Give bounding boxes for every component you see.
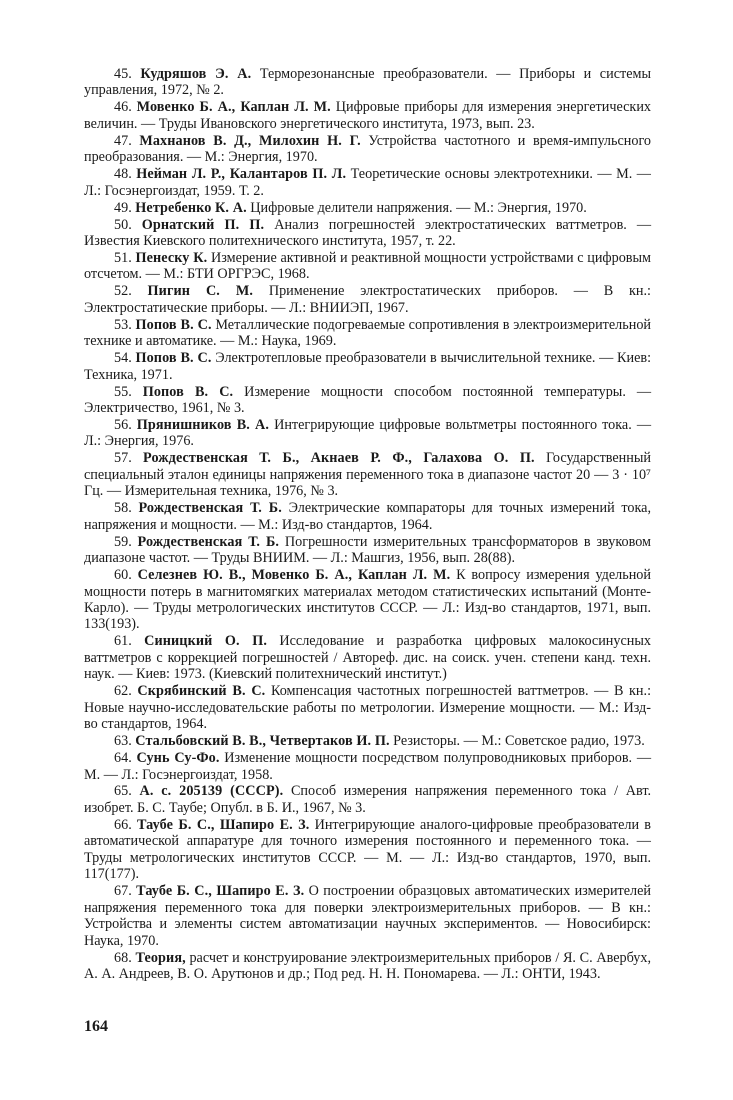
reference-authors: Скрябинский В. С. <box>137 683 266 700</box>
reference-text: Измерение мощности способом постоянной температуры. — Электричество, 1961, № 3. <box>84 383 652 417</box>
reference-item <box>84 683 651 732</box>
reference-number: 58. <box>114 500 132 517</box>
reference-number: 56. <box>114 417 132 434</box>
reference-authors: А. с. 205139 (СССР). <box>139 783 284 800</box>
reference-text: Интегрирующие аналого-цифровые преобразователи в автоматической аппаратуре для точного измерения постоянного и переменного тока. — Труды метрологических институтов СССР. — М. — Л.: Изд-во стандартов, 1970, вып. 117(177). <box>84 816 651 883</box>
reference-number: 55. <box>114 383 132 400</box>
reference-authors: Мовенко Б. А., Каплан Л. М. <box>136 99 331 116</box>
reference-item <box>84 317 651 350</box>
reference-number: 63. <box>114 733 132 750</box>
reference-item <box>84 500 651 533</box>
reference-authors: Пенеску К. <box>135 249 208 266</box>
reference-item <box>84 217 651 250</box>
reference-list <box>84 66 651 982</box>
reference-authors: Попов В. С. <box>135 316 212 333</box>
reference-authors: Нейман Л. Р., Калантаров П. Л. <box>136 166 347 183</box>
reference-authors: Рождественская Т. Б., Акнаев Р. Ф., Галахова О. П. <box>143 450 535 467</box>
reference-number: 61. <box>114 633 132 650</box>
reference-text: Измерение активной и реактивной мощности устройствами с цифровым отсчетом. — М.: БТИ ОРГРЭС, 1968. <box>84 249 652 283</box>
reference-number: 65. <box>114 783 132 800</box>
reference-text: Способ измерения напряжения переменного тока / Авт. изобрет. Б. С. Таубе; Опубл. в Б. И., 1967, № 3. <box>84 783 652 816</box>
reference-text: Электротепловые преобразователи в вычислительной технике. — Киев: Техника, 1971. <box>84 350 652 383</box>
reference-authors: Селезнев Ю. В., Мовенко Б. А., Каплан Л. М. <box>137 567 451 584</box>
reference-item <box>84 200 651 216</box>
reference-number: 49. <box>114 199 132 216</box>
reference-number: 53. <box>114 316 132 333</box>
reference-text: Исследование и разработка цифровых малокосинусных ваттметров с коррекцией погрешностей / Автореф. дис. на соиск. учен. степени канд. техн. наук. — Киев: 1973. (Киевский политехнический институт.) <box>84 633 651 683</box>
reference-authors: Рождественская Т. Б. <box>138 500 282 517</box>
reference-item <box>84 950 651 983</box>
reference-number: 50. <box>114 216 132 233</box>
reference-authors: Прянишников В. А. <box>136 417 270 434</box>
reference-number: 68. <box>114 949 132 966</box>
reference-number: 51. <box>114 249 132 266</box>
reference-text: Теоретические основы электротехники. — М. — Л.: Госэнергоиздат, 1959. Т. 2. <box>84 166 651 199</box>
reference-number: 59. <box>114 533 132 550</box>
reference-text: Металлические подогреваемые сопротивления в электроизмерительной технике и автоматике. — М.: Наука, 1969. <box>84 316 652 350</box>
reference-text: Устройства частотного и время-импульсного преобразования. — М.: Энергия, 1970. <box>84 132 652 166</box>
reference-item <box>84 450 651 499</box>
reference-authors: Попов В. С. <box>142 383 234 400</box>
reference-number: 66. <box>114 816 132 833</box>
reference-authors: Пигин С. М. <box>147 283 254 300</box>
reference-number: 45. <box>114 66 132 82</box>
reference-number: 57. <box>114 450 132 467</box>
reference-authors: Сунь Су-Фо. <box>136 750 220 767</box>
reference-text: Изменение мощности посредством полупроводниковых приборов. — М. — Л.: Госэнергоиздат, 1958. <box>84 750 652 783</box>
reference-authors: Орнатский П. П. <box>141 216 265 233</box>
reference-authors: Рождественская Т. Б. <box>137 533 280 550</box>
reference-number: 60. <box>114 567 132 584</box>
reference-item <box>84 384 651 417</box>
reference-authors: Теория, <box>135 949 186 966</box>
reference-item <box>84 633 651 682</box>
reference-text: К вопросу измерения удельной мощности потерь в магнитомягких материалах методом статистических испытаний (Монте-Карло). — Труды метрологических институтов СССР. — Л.: Изд-во стандартов, 1971, вып. 133(193). <box>84 567 651 633</box>
reference-text: Цифровые делители напряжения. — М.: Энергия, 1970. <box>250 199 587 216</box>
reference-item <box>84 250 651 283</box>
reference-item <box>84 283 651 316</box>
reference-text: Применение электростатических приборов. — В кн.: Электростатические приборы. — Л.: ВНИИЭП, 1967. <box>84 283 651 316</box>
reference-item <box>84 750 651 783</box>
reference-text: Погрешности измерительных трансформаторов в звуковом диапазоне частот. — Труды ВНИИМ. — Л.: Машгиз, 1956, вып. 28(88). <box>84 533 652 567</box>
reference-text: Компенсация частотных погрешностей ваттметров. — В кн.: Новые научно-исследовательские работы по метрологии. Измерение мощности. — М.: Изд-во стандартов, 1964. <box>84 683 652 733</box>
reference-authors: Махнанов В. Д., Милохин Н. Г. <box>139 132 361 149</box>
reference-item <box>84 567 651 633</box>
reference-number: 62. <box>114 683 132 700</box>
reference-number: 46. <box>114 99 132 116</box>
reference-item <box>84 534 651 567</box>
reference-text: О построении образцовых автоматических измерителей напряжения переменного тока для поверки электроизмерительных приборов. — В кн.: Устройства и элементы систем автоматизации научных экспериментов. — Новосибирск: Наука, 1970. <box>84 883 652 949</box>
reference-text: расчет и конструирование электроизмерительных приборов / Я. С. Авербух, А. А. Андреев, В. О. Арутюнов и др.; Под ред. Н. Н. Пономарева. — Л.: ОНТИ, 1943. <box>84 949 652 982</box>
reference-item <box>84 133 651 166</box>
reference-number: 48. <box>114 166 132 183</box>
reference-item <box>84 883 651 949</box>
reference-authors: Нетребенко К. А. <box>135 199 247 216</box>
reference-item <box>84 733 651 749</box>
reference-item <box>84 350 651 383</box>
reference-authors: Таубе Б. С., Шапиро Е. З. <box>136 883 305 900</box>
reference-authors: Кудряшов Э. А. <box>140 66 252 82</box>
reference-authors: Попов В. С. <box>135 350 212 367</box>
reference-number: 64. <box>114 750 132 767</box>
reference-item <box>84 417 651 450</box>
page-number: 164 <box>84 1018 108 1035</box>
reference-text: Резисторы. — М.: Советское радио, 1973. <box>393 733 645 750</box>
reference-item <box>84 783 651 816</box>
reference-text: Электрические компараторы для точных измерений тока, напряжения и мощности. — М.: Изд-во стандартов, 1964. <box>84 500 652 533</box>
reference-number: 52. <box>114 283 132 300</box>
reference-authors: Стальбовский В. В., Четвертаков И. П. <box>135 733 390 750</box>
reference-item <box>84 99 651 132</box>
reference-number: 54. <box>114 350 132 367</box>
reference-authors: Таубе Б. С., Шапиро Е. З. <box>136 816 310 833</box>
reference-text: Анализ погрешностей электростатических ваттметров. — Известия Киевского политехнического института, 1957, т. 22. <box>84 216 652 250</box>
reference-number: 47. <box>114 132 132 149</box>
reference-item <box>84 66 651 99</box>
reference-text: Государственный специальный эталон единицы напряжения переменного тока в диапазоне частот 20 — 3 · 10⁷ Гц. — Измерительная техника, 1976, № 3. <box>84 450 651 500</box>
reference-item <box>84 166 651 199</box>
reference-authors: Синицкий О. П. <box>144 633 267 650</box>
reference-text: Терморезонансные преобразователи. — Приборы и системы управления, 1972, № 2. <box>84 66 651 99</box>
reference-text: Цифровые приборы для измерения энергетических величин. — Труды Ивановского энергетического института, 1973, вып. 23. <box>84 99 652 132</box>
reference-number: 67. <box>114 883 132 900</box>
reference-item <box>84 817 651 883</box>
reference-text: Интегрирующие цифровые вольтметры постоянного тока. — Л.: Энергия, 1976. <box>84 417 652 450</box>
